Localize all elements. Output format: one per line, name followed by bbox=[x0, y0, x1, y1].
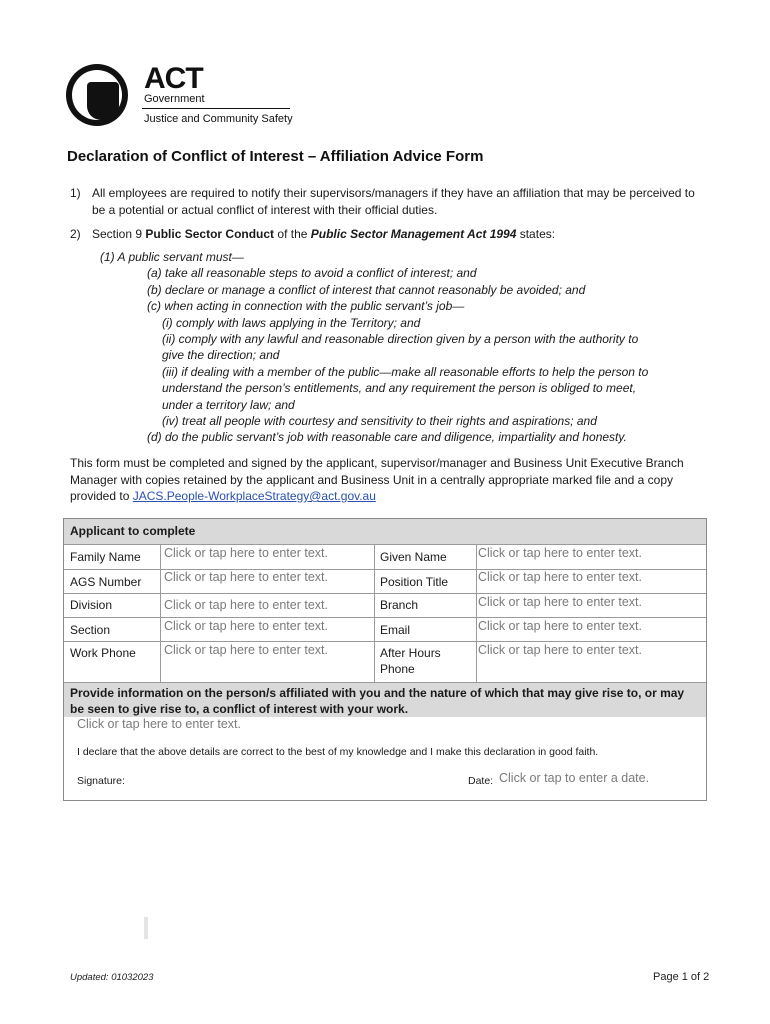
quote-line: (1) A public servant must— bbox=[100, 250, 244, 264]
quote-line: (a) take all reasonable steps to avoid a conflict of interest; and bbox=[147, 266, 477, 281]
label-ags-number: AGS Number bbox=[70, 575, 142, 589]
item-1-text: All employees are required to notify their supervisors/managers if they have an affiliation that may be perceived to be a potential or actual conflict of interest with their official duties. bbox=[92, 186, 695, 217]
logo-government-text: Government bbox=[144, 93, 205, 105]
declaration-text: I declare that the above details are correct to the best of my knowledge and I make this declaration in good faith. bbox=[77, 746, 599, 758]
email-link[interactable]: JACS.People-WorkplaceStrategy@act.gov.au bbox=[132, 489, 376, 503]
email-input[interactable]: Click or tap here to enter text. bbox=[478, 619, 642, 633]
branch-input[interactable]: Click or tap here to enter text. bbox=[478, 595, 642, 609]
applicant-header: Applicant to complete bbox=[64, 519, 706, 544]
scan-mark bbox=[144, 917, 148, 939]
label-section: Section bbox=[70, 623, 111, 637]
work-phone-input[interactable]: Click or tap here to enter text. bbox=[164, 643, 328, 657]
label-branch: Branch bbox=[380, 598, 419, 612]
ags-number-input[interactable]: Click or tap here to enter text. bbox=[164, 570, 328, 584]
division-input[interactable]: Click or tap here to enter text. bbox=[164, 598, 328, 612]
item-2-text: Section 9 Public Sector Conduct of the Public Sector Management Act 1994 states: bbox=[92, 227, 556, 241]
item-1-number: 1) bbox=[70, 186, 81, 200]
footer-updated: Updated: 01032023 bbox=[70, 972, 154, 983]
quote-line: give the direction; and bbox=[162, 348, 280, 363]
section-input[interactable]: Click or tap here to enter text. bbox=[164, 619, 328, 633]
page-title: Declaration of Conflict of Interest – Affiliation Advice Form bbox=[67, 148, 484, 165]
quote-line: (b) declare or manage a conflict of interest that cannot reasonably be avoided; and bbox=[147, 282, 586, 297]
completion-note: This form must be completed and signed by the applicant, supervisor/manager and Business Unit Executive Branch Manager with copies retained by the applicant and Business Unit in a centrally appropriate marked file and a copy provided to JACS.People-WorkplaceStrategy@act.gov.au bbox=[70, 456, 684, 503]
affiliation-header: Provide information on the person/s affiliated with you and the nature of which that may give rise to, or may be seen to give rise to, a conflict of interest with your work. bbox=[64, 683, 706, 717]
quote-line: under a territory law; and bbox=[162, 397, 295, 412]
quote-line: understand the person’s entitlements, and any requirement the person is obliged to meet, bbox=[162, 381, 637, 396]
footer-page-number: Page 1 of 2 bbox=[653, 971, 710, 983]
act-seal-icon bbox=[66, 64, 128, 126]
label-position-title: Position Title bbox=[380, 575, 449, 589]
signature-label: Signature: bbox=[77, 775, 125, 787]
given-name-input[interactable]: Click or tap here to enter text. bbox=[478, 546, 642, 560]
after-hours-phone-input[interactable]: Click or tap here to enter text. bbox=[478, 643, 642, 657]
family-name-input[interactable]: Click or tap here to enter text. bbox=[164, 546, 328, 560]
affiliation-details-input[interactable]: Click or tap here to enter text. bbox=[77, 717, 241, 731]
date-label: Date: bbox=[468, 775, 494, 787]
label-after-hours-phone: After Hours Phone bbox=[380, 646, 441, 676]
quote-line: (iv) treat all people with courtesy and sensitivity to their rights and aspirations; and bbox=[162, 414, 597, 429]
quote-line: (c) when acting in connection with the public servant’s job— bbox=[147, 299, 465, 314]
applicant-form bbox=[63, 518, 707, 801]
logo-act-text: ACT bbox=[144, 62, 203, 95]
quote-line: (ii) comply with any lawful and reasonable direction given by a person with the authority to bbox=[162, 332, 639, 347]
quote-line: (iii) if dealing with a member of the public—make all reasonable efforts to help the person to bbox=[162, 364, 649, 379]
quote-line: (i) comply with laws applying in the Territory; and bbox=[162, 315, 421, 330]
quote-line: (d) do the public servant’s job with reasonable care and diligence, impartiality and honesty. bbox=[147, 430, 627, 445]
label-email: Email bbox=[380, 623, 411, 637]
label-work-phone: Work Phone bbox=[70, 646, 136, 660]
label-family-name: Family Name bbox=[70, 550, 141, 564]
logo-department-text: Justice and Community Safety bbox=[144, 113, 293, 125]
label-given-name: Given Name bbox=[380, 550, 447, 564]
date-input[interactable]: Click or tap to enter a date. bbox=[499, 771, 650, 785]
label-division: Division bbox=[70, 598, 113, 612]
item-2-number: 2) bbox=[70, 227, 81, 241]
logo-divider bbox=[142, 108, 290, 109]
legislation-quote bbox=[100, 249, 648, 446]
position-title-input[interactable]: Click or tap here to enter text. bbox=[478, 570, 642, 584]
